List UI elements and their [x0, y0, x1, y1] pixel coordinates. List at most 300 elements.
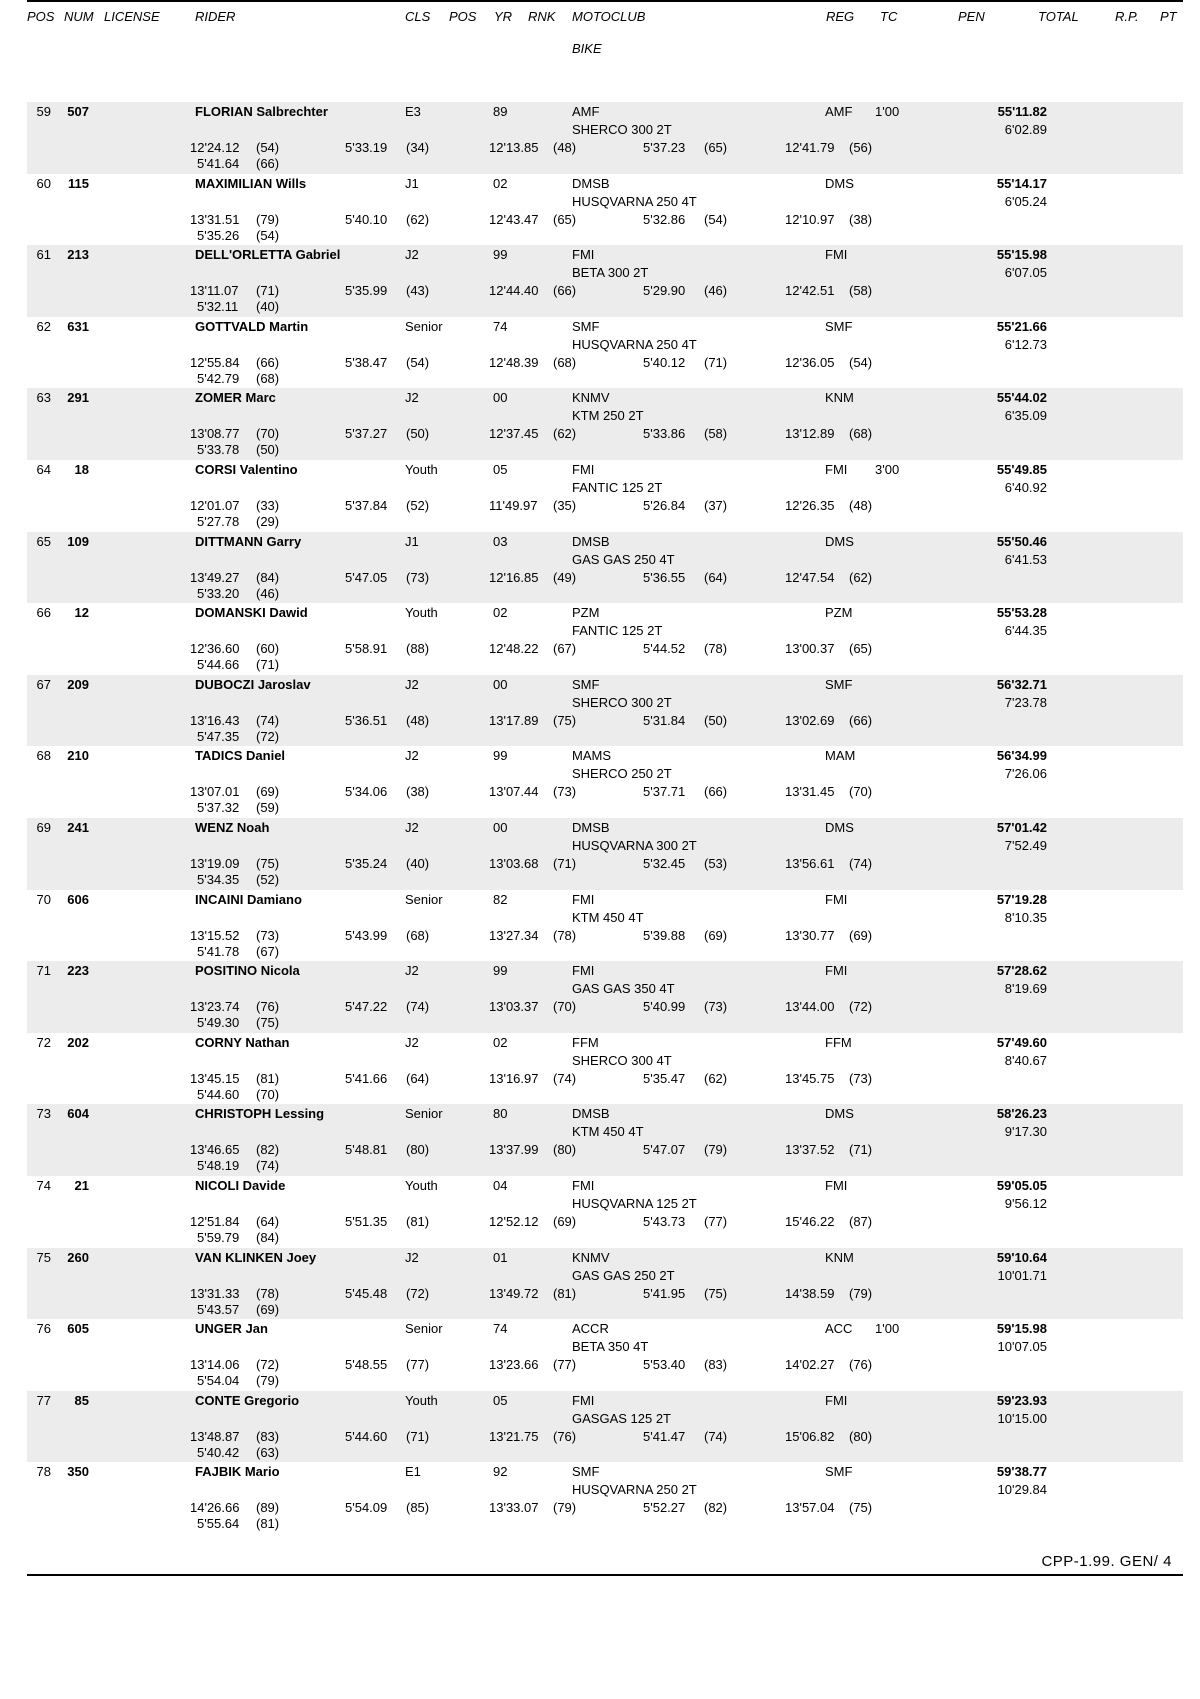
- lap-time-5: 14'38.59: [785, 1285, 835, 1301]
- entry-pos: 70: [36, 891, 51, 907]
- result-entry: [27, 818, 1183, 890]
- lap-rank-3: (49): [553, 569, 577, 585]
- entry-rider: POSITINO Nicola: [195, 963, 300, 979]
- entry-bike: KTM 450 4T: [572, 909, 644, 925]
- header-reg: REG: [826, 9, 855, 24]
- result-entry: [27, 388, 1183, 460]
- lap-rank-3: (71): [553, 855, 577, 871]
- lap-time-6: 5'42.79: [197, 370, 240, 386]
- entry-motoclub: SMF: [572, 676, 600, 692]
- entry-cls: J2: [405, 390, 419, 406]
- entry-gap: 9'56.12: [1004, 1195, 1047, 1211]
- lap-time-6: 5'41.64: [197, 156, 240, 171]
- lap-time-2: 5'35.24: [345, 855, 388, 871]
- lap-time-2: 5'37.27: [345, 426, 388, 442]
- lap-rank-2: (80): [406, 1142, 430, 1158]
- lap-rank-1: (83): [256, 1428, 280, 1444]
- lap-rank-4: (74): [704, 1428, 728, 1444]
- lap-rank-2: (40): [406, 855, 430, 871]
- entry-num: 241: [67, 819, 89, 835]
- lap-time-4: 5'31.84: [643, 712, 686, 728]
- entry-pos: 74: [36, 1177, 51, 1193]
- entry-bike: FANTIC 125 2T: [572, 479, 663, 495]
- entry-bike: GAS GAS 350 4T: [572, 981, 675, 997]
- lap-time-4: 5'29.90: [643, 283, 686, 299]
- lap-rank-6: (72): [256, 728, 280, 744]
- lap-rank-5: (56): [849, 140, 873, 155]
- bottom-rule: [27, 1574, 1183, 1576]
- lap-time-3: 13'37.99: [489, 1142, 539, 1158]
- entry-yr: 00: [493, 676, 508, 692]
- lap-time-6: 5'34.35: [197, 871, 240, 887]
- lap-time-2: 5'35.99: [345, 283, 388, 299]
- lap-time-5: 13'44.00: [785, 999, 835, 1015]
- lap-time-6: 5'44.60: [197, 1086, 240, 1102]
- lap-rank-2: (64): [406, 1070, 430, 1086]
- footer-code: CPP-1.99. GEN/ 4: [1041, 1553, 1172, 1570]
- lap-rank-3: (79): [553, 1500, 577, 1516]
- entry-motoclub: DMSB: [572, 175, 610, 191]
- entry-num: 631: [67, 318, 89, 334]
- lap-time-1: 12'24.12: [190, 140, 240, 155]
- lap-rank-1: (71): [256, 283, 280, 299]
- entry-motoclub: FFM: [572, 1034, 599, 1050]
- lap-time-4: 5'47.07: [643, 1142, 686, 1158]
- entry-gap: 10'07.05: [997, 1339, 1047, 1355]
- lap-time-3: 13'03.68: [489, 855, 539, 871]
- lap-rank-4: (82): [704, 1500, 728, 1516]
- lap-time-1: 12'55.84: [190, 354, 240, 370]
- entry-bike: HUSQVARNA 125 2T: [572, 1195, 697, 1211]
- lap-rank-2: (54): [406, 354, 430, 370]
- lap-rank-1: (89): [256, 1500, 280, 1516]
- lap-time-3: 12'13.85: [489, 140, 539, 155]
- lap-rank-3: (48): [553, 140, 577, 155]
- lap-time-4: 5'39.88: [643, 927, 686, 943]
- lap-rank-4: (69): [704, 927, 728, 943]
- entry-tc: 3'00: [875, 461, 900, 477]
- lap-time-4: 5'41.95: [643, 1285, 686, 1301]
- lap-time-5: 13'02.69: [785, 712, 835, 728]
- entry-rider: ZOMER Marc: [195, 390, 276, 406]
- entry-gap: 8'40.67: [1004, 1052, 1047, 1068]
- lap-rank-4: (62): [704, 1070, 728, 1086]
- header-yr: YR: [494, 9, 513, 24]
- entry-total: 55'50.46: [996, 533, 1047, 549]
- entry-pos: 77: [36, 1392, 51, 1408]
- entry-cls: E1: [405, 1464, 421, 1480]
- lap-time-5: 13'37.52: [785, 1142, 835, 1158]
- lap-rank-1: (73): [256, 927, 280, 943]
- entry-rider: MAXIMILIAN Wills: [195, 175, 307, 191]
- entry-bike: KTM 250 2T: [572, 408, 644, 424]
- lap-time-5: 13'30.77: [785, 927, 835, 943]
- lap-rank-3: (69): [553, 1213, 577, 1229]
- entry-bike: SHERCO 300 2T: [572, 694, 672, 710]
- header-total: TOTAL: [1038, 9, 1079, 24]
- lap-rank-4: (71): [704, 354, 728, 370]
- entry-num: 202: [67, 1034, 89, 1050]
- lap-rank-6: (84): [256, 1229, 280, 1245]
- lap-time-3: 12'48.22: [489, 641, 539, 657]
- entry-cls: J1: [405, 533, 419, 549]
- lap-rank-6: (54): [256, 227, 280, 243]
- entry-num: 109: [67, 533, 89, 549]
- lap-rank-5: (69): [849, 927, 873, 943]
- entry-bike: SHERCO 300 4T: [572, 1052, 672, 1068]
- lap-time-6: 5'33.20: [197, 585, 240, 601]
- lap-rank-4: (37): [704, 497, 728, 513]
- lap-time-5: 13'45.75: [785, 1070, 835, 1086]
- lap-rank-1: (69): [256, 784, 280, 800]
- entry-num: 291: [67, 390, 89, 406]
- entry-pos: 69: [36, 819, 51, 835]
- entry-yr: 89: [493, 104, 508, 119]
- entry-total: 59'23.93: [996, 1392, 1047, 1408]
- lap-time-4: 5'37.71: [643, 784, 686, 800]
- entry-pos: 75: [36, 1249, 51, 1265]
- lap-time-6: 5'41.78: [197, 943, 240, 959]
- lap-time-2: 5'47.22: [345, 999, 388, 1015]
- entry-gap: 6'07.05: [1004, 265, 1047, 281]
- lap-rank-2: (62): [406, 211, 430, 227]
- entry-motoclub: ACCR: [572, 1321, 609, 1337]
- entry-gap: 6'35.09: [1004, 408, 1047, 424]
- entry-rider: CORSI Valentino: [195, 461, 298, 477]
- lap-time-1: 13'19.09: [190, 855, 240, 871]
- lap-rank-2: (50): [406, 426, 430, 442]
- entry-reg: DMS: [825, 533, 854, 549]
- entry-rider: FLORIAN Salbrechter: [195, 104, 328, 119]
- entry-rider: CORNY Nathan: [195, 1034, 290, 1050]
- lap-rank-6: (75): [256, 1015, 280, 1031]
- entry-num: 12: [74, 605, 89, 621]
- entry-cls: J2: [405, 676, 419, 692]
- entry-total: 59'38.77: [996, 1464, 1047, 1480]
- entry-cls: J1: [405, 175, 419, 191]
- lap-rank-4: (54): [704, 211, 728, 227]
- lap-rank-5: (68): [849, 426, 873, 442]
- lap-rank-4: (66): [704, 784, 728, 800]
- lap-time-2: 5'37.84: [345, 497, 388, 513]
- lap-rank-1: (74): [256, 712, 280, 728]
- entry-reg: AMF: [825, 104, 853, 119]
- lap-rank-3: (76): [553, 1428, 577, 1444]
- entry-reg: PZM: [825, 605, 853, 621]
- lap-rank-4: (64): [704, 569, 728, 585]
- lap-time-4: 5'53.40: [643, 1357, 686, 1373]
- result-entry: [27, 1033, 1183, 1105]
- result-entry: [27, 890, 1183, 962]
- entry-gap: 6'44.35: [1004, 623, 1047, 639]
- lap-time-1: 13'45.15: [190, 1070, 240, 1086]
- lap-time-1: 13'15.52: [190, 927, 240, 943]
- entry-yr: 99: [493, 247, 508, 263]
- lap-rank-4: (77): [704, 1213, 728, 1229]
- entry-bike: HUSQVARNA 250 2T: [572, 1482, 697, 1498]
- lap-time-1: 13'48.87: [190, 1428, 240, 1444]
- lap-rank-6: (74): [256, 1158, 280, 1174]
- lap-rank-3: (65): [553, 211, 577, 227]
- entry-yr: 02: [493, 605, 508, 621]
- entry-cls: Youth: [405, 605, 438, 621]
- entry-bike: HUSQVARNA 250 4T: [572, 193, 697, 209]
- header-motoclub: MOTOCLUB: [572, 9, 646, 24]
- lap-time-3: 13'33.07: [489, 1500, 539, 1516]
- entry-num: 210: [67, 748, 89, 764]
- entry-gap: 7'23.78: [1004, 694, 1047, 710]
- entry-gap: 7'52.49: [1004, 837, 1047, 853]
- lap-rank-6: (67): [256, 943, 280, 959]
- lap-time-6: 5'33.78: [197, 442, 240, 458]
- header-license: LICENSE: [104, 9, 160, 24]
- lap-rank-4: (65): [704, 140, 728, 155]
- lap-time-2: 5'43.99: [345, 927, 388, 943]
- lap-rank-5: (66): [849, 712, 873, 728]
- entry-total: 55'15.98: [996, 247, 1047, 263]
- entry-cls: J2: [405, 247, 419, 263]
- entry-reg: FFM: [825, 1034, 852, 1050]
- lap-time-6: 5'32.11: [197, 299, 239, 315]
- entry-bike: FANTIC 125 2T: [572, 623, 663, 639]
- lap-time-1: 13'46.65: [190, 1142, 240, 1158]
- entry-yr: 80: [493, 1106, 508, 1122]
- lap-rank-2: (52): [406, 497, 430, 513]
- entry-gap: 8'19.69: [1004, 981, 1047, 997]
- lap-rank-2: (81): [406, 1213, 430, 1229]
- lap-time-2: 5'40.10: [345, 211, 388, 227]
- lap-time-4: 5'33.86: [643, 426, 686, 442]
- entry-motoclub: AMF: [572, 104, 600, 119]
- lap-time-4: 5'35.47: [643, 1070, 686, 1086]
- entry-tc: 1'00: [875, 1321, 900, 1337]
- entry-pos: 68: [36, 748, 51, 764]
- lap-time-3: 12'44.40: [489, 283, 539, 299]
- entry-total: 56'32.71: [996, 676, 1047, 692]
- entry-bike: SHERCO 300 2T: [572, 122, 672, 137]
- lap-rank-3: (80): [553, 1142, 577, 1158]
- lap-time-6: 5'55.64: [197, 1516, 240, 1532]
- lap-time-5: 12'26.35: [785, 497, 835, 513]
- lap-time-5: 13'31.45: [785, 784, 835, 800]
- entry-motoclub: SMF: [572, 1464, 600, 1480]
- lap-rank-2: (68): [406, 927, 430, 943]
- lap-rank-5: (58): [849, 283, 873, 299]
- entry-cls: Youth: [405, 1177, 438, 1193]
- entry-rider: FAJBIK Mario: [195, 1464, 280, 1480]
- entry-gap: 7'26.06: [1004, 766, 1047, 782]
- lap-rank-4: (79): [704, 1142, 728, 1158]
- entry-motoclub: KNMV: [572, 390, 610, 406]
- lap-time-1: 13'14.06: [190, 1357, 240, 1373]
- lap-time-2: 5'34.06: [345, 784, 388, 800]
- header-pos: POS: [27, 9, 55, 24]
- lap-time-6: 5'47.35: [197, 728, 240, 744]
- lap-time-6: 5'27.78: [197, 513, 240, 529]
- lap-rank-5: (74): [849, 855, 873, 871]
- entry-rider: DELL'ORLETTA Gabriel: [195, 247, 341, 263]
- lap-rank-6: (68): [256, 370, 280, 386]
- lap-rank-4: (73): [704, 999, 728, 1015]
- entry-reg: FMI: [825, 1392, 848, 1408]
- entry-pos: 71: [36, 963, 51, 979]
- lap-time-6: 5'48.19: [197, 1158, 240, 1174]
- lap-time-3: 12'48.39: [489, 354, 539, 370]
- lap-rank-6: (52): [256, 871, 280, 887]
- entry-pos: 78: [36, 1464, 51, 1480]
- lap-time-3: 13'23.66: [489, 1357, 539, 1373]
- entry-pos: 67: [36, 676, 51, 692]
- lap-rank-2: (34): [406, 140, 430, 155]
- result-entry: [27, 746, 1183, 818]
- header-cls-pos: POS: [449, 9, 477, 24]
- lap-time-2: 5'36.51: [345, 712, 388, 728]
- lap-rank-3: (78): [553, 927, 577, 943]
- lap-rank-6: (81): [256, 1516, 280, 1532]
- entry-yr: 82: [493, 891, 508, 907]
- header-rider: RIDER: [195, 9, 236, 24]
- lap-rank-5: (70): [849, 784, 873, 800]
- entry-reg: SMF: [825, 676, 853, 692]
- lap-rank-1: (70): [256, 426, 280, 442]
- entry-rider: DITTMANN Garry: [195, 533, 302, 549]
- lap-rank-1: (76): [256, 999, 280, 1015]
- lap-rank-5: (62): [849, 569, 873, 585]
- lap-rank-5: (71): [849, 1142, 873, 1158]
- entry-motoclub: FMI: [572, 891, 595, 907]
- entry-yr: 99: [493, 963, 508, 979]
- entry-total: 56'34.99: [996, 748, 1047, 764]
- entry-total: 55'49.85: [996, 461, 1047, 477]
- entry-cls: Senior: [405, 1321, 443, 1337]
- lap-time-4: 5'36.55: [643, 569, 686, 585]
- lap-rank-5: (87): [849, 1213, 873, 1229]
- entry-bike: GAS GAS 250 4T: [572, 551, 675, 567]
- entry-cls: Youth: [405, 1392, 438, 1408]
- entry-gap: 9'17.30: [1004, 1124, 1047, 1140]
- entry-motoclub: MAMS: [572, 748, 611, 764]
- entry-pos: 64: [36, 461, 51, 477]
- header-pt: PT: [1160, 9, 1177, 24]
- entry-cls: J2: [405, 963, 419, 979]
- entry-rider: VAN KLINKEN Joey: [195, 1249, 317, 1265]
- lap-rank-1: (84): [256, 569, 280, 585]
- lap-rank-1: (82): [256, 1142, 280, 1158]
- lap-rank-4: (46): [704, 283, 728, 299]
- entry-reg: KNM: [825, 1249, 854, 1265]
- lap-rank-1: (75): [256, 855, 280, 871]
- entry-reg: ACC: [825, 1321, 853, 1337]
- entry-cls: J2: [405, 1249, 419, 1265]
- entry-motoclub: DMSB: [572, 819, 610, 835]
- entry-yr: 74: [493, 1321, 508, 1337]
- result-entry: [27, 1104, 1183, 1176]
- entry-reg: MAM: [825, 748, 856, 764]
- entry-num: 260: [67, 1249, 89, 1265]
- lap-time-6: 5'40.42: [197, 1444, 240, 1460]
- lap-time-6: 5'49.30: [197, 1015, 240, 1031]
- entry-rider: CHRISTOPH Lessing: [195, 1106, 325, 1122]
- lap-rank-5: (80): [849, 1428, 873, 1444]
- lap-time-4: 5'44.52: [643, 641, 686, 657]
- results-list: [27, 102, 1183, 1534]
- lap-rank-3: (70): [553, 999, 577, 1015]
- entry-pos: 60: [36, 175, 51, 191]
- entry-total: 58'26.23: [996, 1106, 1047, 1122]
- entry-yr: 04: [493, 1177, 508, 1193]
- lap-rank-2: (73): [406, 569, 430, 585]
- result-entry: [27, 532, 1183, 604]
- entry-num: 209: [67, 676, 89, 692]
- entry-yr: 92: [493, 1464, 508, 1480]
- entry-num: 115: [68, 175, 89, 191]
- lap-rank-3: (35): [553, 497, 577, 513]
- lap-rank-4: (78): [704, 641, 728, 657]
- entry-reg: DMS: [825, 1106, 854, 1122]
- lap-rank-5: (48): [849, 497, 873, 513]
- entry-yr: 03: [493, 533, 508, 549]
- entry-num: 604: [67, 1106, 89, 1122]
- lap-rank-6: (29): [256, 513, 280, 529]
- lap-rank-6: (63): [256, 1444, 280, 1460]
- lap-time-1: 12'51.84: [190, 1213, 240, 1229]
- entry-cls: Senior: [405, 891, 443, 907]
- result-entry: [27, 1248, 1183, 1320]
- entry-num: 606: [67, 891, 89, 907]
- lap-rank-2: (72): [406, 1285, 430, 1301]
- lap-time-3: 12'37.45: [489, 426, 539, 442]
- result-entry: [27, 245, 1183, 317]
- entry-pos: 61: [36, 247, 51, 263]
- entry-bike: HUSQVARNA 300 2T: [572, 837, 697, 853]
- header-bike: BIKE: [572, 41, 602, 56]
- lap-time-4: 5'32.86: [643, 211, 686, 227]
- lap-time-4: 5'26.84: [643, 497, 686, 513]
- result-entry: [27, 961, 1183, 1033]
- entry-reg: FMI: [825, 461, 848, 477]
- lap-time-5: 12'36.05: [785, 354, 835, 370]
- result-entry: [27, 1462, 1183, 1534]
- result-entry: [27, 1319, 1183, 1391]
- entry-bike: GASGAS 125 2T: [572, 1410, 671, 1426]
- entry-reg: DMS: [825, 175, 854, 191]
- result-entry: [27, 317, 1183, 389]
- lap-time-1: 13'07.01: [190, 784, 240, 800]
- entry-yr: 05: [493, 461, 508, 477]
- entry-gap: 10'15.00: [997, 1410, 1047, 1426]
- lap-time-2: 5'45.48: [345, 1285, 388, 1301]
- entry-total: 57'28.62: [996, 963, 1047, 979]
- result-entry: [27, 1391, 1183, 1463]
- lap-rank-1: (64): [256, 1213, 280, 1229]
- result-entry: [27, 1176, 1183, 1248]
- entry-yr: 02: [493, 1034, 508, 1050]
- entry-total: 55'14.17: [996, 175, 1047, 191]
- lap-rank-1: (72): [256, 1357, 280, 1373]
- result-entry: [27, 102, 1183, 174]
- entry-total: 57'01.42: [996, 819, 1047, 835]
- entry-yr: 99: [493, 748, 508, 764]
- lap-time-5: 13'12.89: [785, 426, 835, 442]
- entry-total: 57'49.60: [996, 1034, 1047, 1050]
- lap-rank-5: (79): [849, 1285, 873, 1301]
- result-entry: [27, 675, 1183, 747]
- header-rp: R.P.: [1115, 9, 1139, 24]
- lap-rank-4: (75): [704, 1285, 728, 1301]
- lap-time-6: 5'54.04: [197, 1373, 240, 1389]
- entry-num: 350: [67, 1464, 89, 1480]
- lap-rank-5: (73): [849, 1070, 873, 1086]
